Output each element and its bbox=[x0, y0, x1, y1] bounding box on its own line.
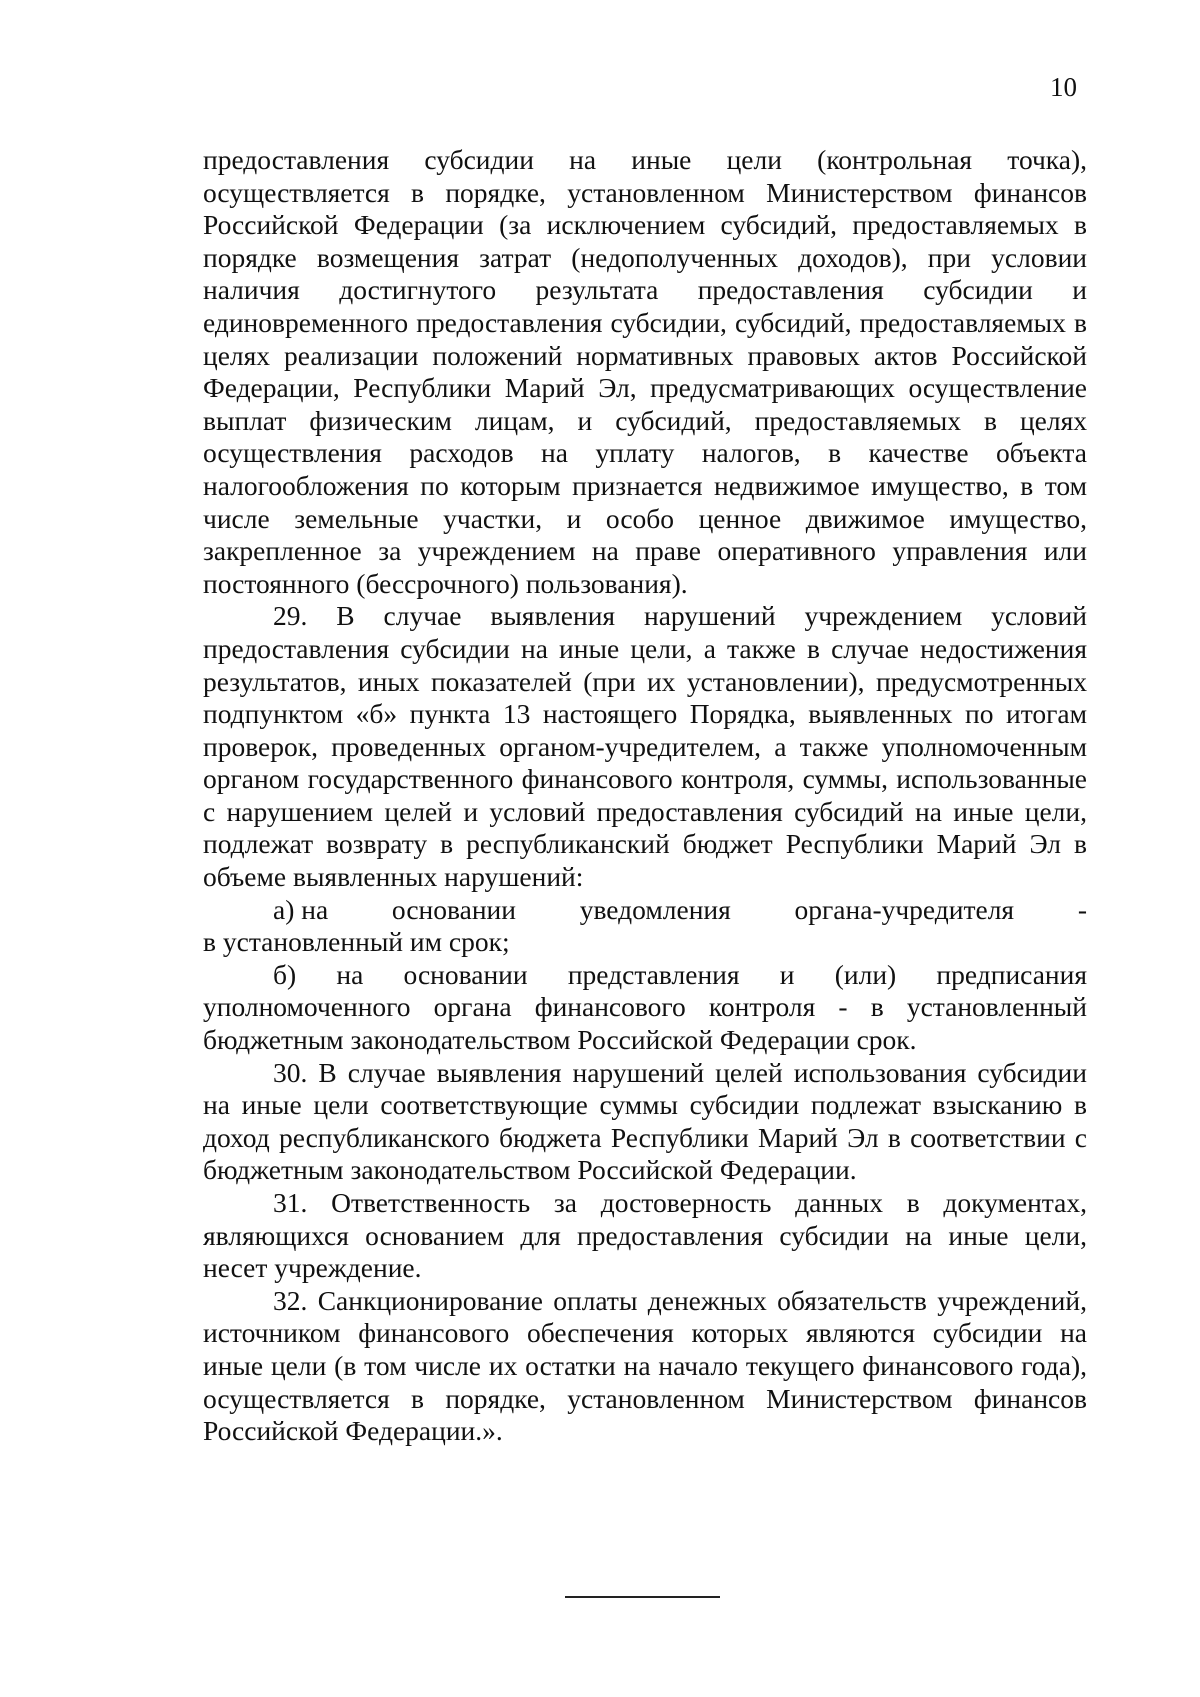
paragraph-29-a-first-line bbox=[203, 894, 1087, 927]
paragraph-29: 29. В случае выявления нарушений учреждением условий предоставления субсидии на иные цели, а также в случае недостижения результатов, иных показателей (при их установлении), предусмотренных подпунктом «б» пункта 13 настоящего Порядка, выявленных по итогам проверок, проведенных органом-учредителем, а также уполномоченным органом государственного финансового контроля, суммы, использованные с нарушением целей и условий предоставления субсидий на иные цели, подлежат возврату в республиканский бюджет Республики Марий Эл в объеме выявленных нарушений: bbox=[203, 600, 1087, 893]
paragraph-29-a-word: а) на bbox=[273, 893, 329, 925]
paragraph-29-a-dash: - bbox=[1077, 893, 1087, 925]
paragraph-30: 30. В случае выявления нарушений целей использования субсидии на иные цели соответствующие суммы субсидии подлежат взысканию в доход республиканского бюджета Республики Марий Эл в соответствии с бюджетным законодательством Российской Федерации. bbox=[203, 1056, 1087, 1186]
paragraph-29-a-second-line: в установленный им срок; bbox=[203, 926, 510, 958]
paragraph-29-a-word: уведомления bbox=[579, 893, 731, 925]
paragraph-32: 32. Санкционирование оплаты денежных обязательств учреждений, источником финансового обеспечения которых являются субсидии на иные цели (в том числе их остатки на начало текущего финансового года), осуществляется в порядке, установленном Министерством финансов Российской Федерации.». bbox=[203, 1284, 1087, 1447]
paragraph-31: 31. Ответственность за достоверность данных в документах, являющихся основанием для предоставления субсидии на иные цели, несет учреждение. bbox=[203, 1187, 1087, 1284]
document-body bbox=[203, 144, 1087, 1448]
paragraph-29-b: б) на основании представления и (или) предписания уполномоченного органа финансового контроля - в установленный бюджетным законодательством Российской Федерации срок. bbox=[203, 958, 1087, 1056]
paragraph-29-a-word: основании bbox=[391, 893, 516, 925]
paragraph-29-a-word: органа-учредителя bbox=[794, 893, 1015, 925]
page-number: 10 bbox=[1050, 72, 1077, 102]
paragraph-28-continuation: предоставления субсидии на иные цели (контрольная точка), осуществляется в порядке, установленном Министерством финансов Российской Федерации (за исключением субсидий, предоставляемых в порядке возмещения затрат (недополученных доходов), при условии наличия достигнутого результата предоставления субсидии и единовременного предоставления субсидии, субсидий, предоставляемых в целях реализации положений нормативных правовых актов Российской Федерации, Республики Марий Эл, предусматривающих осуществление выплат физическим лицам, и субсидий, предоставляемых в целях осуществления расходов на уплату налогов, в качестве объекта налогообложения по которым признается недвижимое имущество, в том числе земельные участки, и особо ценное движимое имущество, закрепленное за учреждением на праве оперативного управления или постоянного (бессрочного) пользования). bbox=[203, 144, 1087, 599]
paragraph-29-a bbox=[203, 894, 1087, 959]
closing-rule-divider bbox=[565, 1596, 720, 1598]
